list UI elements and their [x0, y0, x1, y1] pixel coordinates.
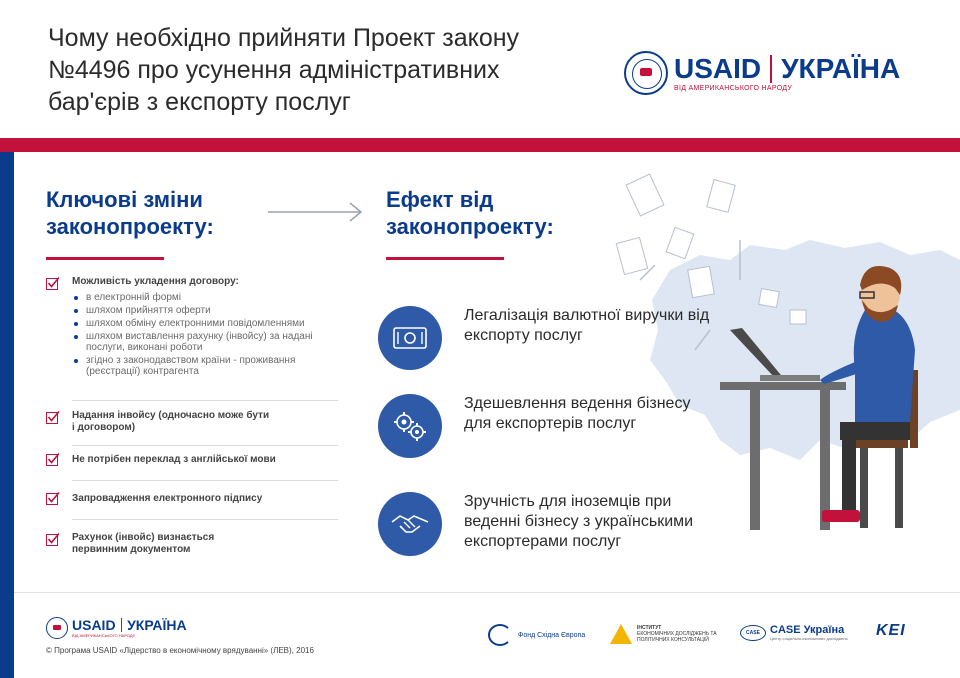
usaid-footer-logo [46, 617, 187, 639]
partner-eef-logo [488, 624, 585, 646]
heading-underline-left [46, 257, 164, 260]
usaid-tagline: ВІД АМЕРИКАНСЬКОГО НАРОДУ [72, 633, 136, 638]
list-item-title: Рахунок (інвойс) визнається первинним документом [72, 532, 215, 555]
usaid-logo-text: USAID [72, 617, 116, 633]
copyright-text: © Програма USAID «Лідерство в економічному врядуванні» (ЛЕВ), 2016 [46, 646, 314, 655]
usaid-logo-text: USAID [674, 52, 762, 84]
effect-text: Легалізація валютної виручки від експорту послуг [464, 307, 710, 344]
divider [72, 519, 338, 520]
header [0, 0, 960, 138]
list-item [44, 276, 344, 396]
divider [72, 480, 338, 481]
handshake-icon [378, 492, 442, 556]
checkbox-check-icon [46, 491, 60, 505]
chair [848, 440, 908, 448]
partner-kei-logo [876, 622, 906, 640]
usaid-seal-icon [624, 51, 668, 95]
list-item [44, 493, 344, 513]
partner-subtitle: ЕКОНОМІЧНИХ ДОСЛІДЖЕНЬ ТА ПОЛІТИЧНИХ КОНСУЛЬТАЦІЙ [637, 631, 717, 643]
arrow-right-icon [268, 201, 364, 223]
partner-name: CASE Україна [770, 624, 845, 636]
case-oval-icon: CASE [740, 625, 766, 641]
usaid-seal-icon [46, 617, 68, 639]
checkbox-check-icon [46, 532, 60, 546]
sub-item: шляхом прийняття оферти [72, 305, 342, 316]
list-item [44, 532, 344, 562]
list-item-title: Надання інвойсу (одночасно може бути і договором) [72, 410, 270, 433]
checkbox-check-icon [46, 410, 60, 424]
desk [720, 382, 846, 390]
effect-heading: Ефект від законопроекту: [386, 187, 554, 239]
eef-logo-icon [488, 624, 512, 646]
partner-case-logo [740, 624, 848, 641]
list-item [44, 454, 344, 474]
blue-side-bar [0, 152, 14, 678]
checkbox-check-icon [46, 452, 60, 466]
partner-name: ІНСТИТУТ [637, 625, 662, 631]
list-item-title: Можливість укладення договору: [72, 276, 239, 287]
red-band [0, 138, 960, 152]
divider [72, 445, 338, 446]
partner-name: KEI [876, 622, 906, 639]
key-changes-heading: Ключові зміни законопроекту: [46, 187, 214, 239]
gears-icon [378, 394, 442, 458]
partner-subtitle: Центр соціально-економічних досліджень [770, 636, 848, 641]
list-item-title: Запровадження електронного підпису [72, 493, 263, 504]
effect-text: Здешевлення ведення бізнесу для експортерів послуг [464, 395, 691, 432]
usaid-logo [624, 50, 900, 96]
logo-divider [121, 618, 123, 632]
effect-item [378, 394, 708, 464]
effect-item [378, 306, 708, 376]
sub-item: згідно з законодавством країни - проживання (реєстрації) контрагента [72, 355, 342, 377]
sub-item: шляхом виставлення рахунку (інвойсу) за надані послуги, виконані роботи [72, 331, 342, 353]
list-item [44, 410, 344, 440]
partner-name: Фонд Східна Європа [518, 631, 586, 639]
divider [72, 400, 338, 401]
sub-item: в електронній формі [72, 292, 342, 303]
list-item-title: Не потрібен переклад з англійської мови [72, 454, 276, 465]
partner-ier-logo [610, 624, 735, 644]
logo-divider [770, 55, 772, 83]
sub-list [72, 292, 342, 377]
banknote-icon [378, 306, 442, 370]
ukraine-logo-text: УКРАЇНА [127, 617, 187, 633]
usaid-tagline: ВІД АМЕРИКАНСЬКОГО НАРОДУ [674, 84, 793, 92]
checkbox-check-icon [46, 276, 60, 290]
ier-triangle-icon [610, 624, 632, 644]
effect-item [378, 492, 708, 572]
page-title: Чому необхідно прийняти Проект закону №4496 про усунення адміністративних бар'єрів з експорту послуг [48, 24, 520, 116]
footer-divider [14, 592, 960, 593]
heading-underline-right [386, 257, 504, 260]
effect-text: Зручність для іноземців при веденні бізнесу з українськими експортерами послуг [464, 493, 694, 550]
ukraine-logo-text: УКРАЇНА [781, 52, 901, 84]
sub-item: шляхом обміну електронними повідомленнями [72, 318, 342, 329]
